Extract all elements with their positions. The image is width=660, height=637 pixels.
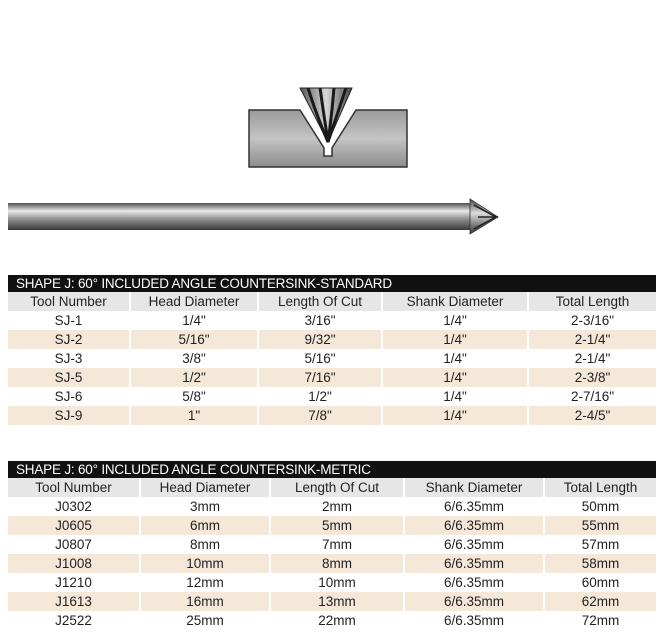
table-cell: 5/16" bbox=[258, 349, 382, 368]
table-cell: J0302 bbox=[8, 497, 140, 516]
table-cell: 13mm bbox=[270, 592, 404, 611]
table-row bbox=[8, 387, 656, 406]
table-cell: 1" bbox=[130, 406, 258, 425]
table-cell: 1/4" bbox=[382, 311, 528, 330]
table-cell: SJ-6 bbox=[8, 387, 130, 406]
column-header: Tool Number bbox=[8, 292, 130, 311]
standard-header-row bbox=[8, 292, 656, 311]
table-cell: SJ-5 bbox=[8, 368, 130, 387]
table-cell: 10mm bbox=[270, 573, 404, 592]
table-cell: 5/16" bbox=[130, 330, 258, 349]
table-cell: 2-1/4" bbox=[528, 349, 656, 368]
table-cell: 57mm bbox=[544, 535, 656, 554]
table-cell: 3mm bbox=[140, 497, 270, 516]
column-header: Total Length bbox=[528, 292, 656, 311]
table-cell: 5/8" bbox=[130, 387, 258, 406]
table-cell: J1008 bbox=[8, 554, 140, 573]
table-row bbox=[8, 573, 656, 592]
metric-header-row bbox=[8, 478, 656, 497]
table-row bbox=[8, 592, 656, 611]
standard-spec-table bbox=[8, 275, 656, 425]
table-cell: SJ-3 bbox=[8, 349, 130, 368]
table-cell: SJ-1 bbox=[8, 311, 130, 330]
column-header: Length Of Cut bbox=[270, 478, 404, 497]
table-row bbox=[8, 554, 656, 573]
table-cell: 1/4" bbox=[382, 330, 528, 349]
table-cell: 25mm bbox=[140, 611, 270, 630]
table-cell: 6/6.35mm bbox=[404, 573, 544, 592]
table-cell: 1/2" bbox=[130, 368, 258, 387]
column-header: Shank Diameter bbox=[404, 478, 544, 497]
countersink-cut-diagram bbox=[246, 86, 410, 168]
table-cell: 7mm bbox=[270, 535, 404, 554]
table-cell: 5mm bbox=[270, 516, 404, 535]
table-cell: J1210 bbox=[8, 573, 140, 592]
table-cell: 1/4" bbox=[382, 368, 528, 387]
table-cell: J0807 bbox=[8, 535, 140, 554]
table-cell: 1/4" bbox=[130, 311, 258, 330]
table-cell: 6/6.35mm bbox=[404, 497, 544, 516]
table-row bbox=[8, 611, 656, 630]
table-cell: SJ-9 bbox=[8, 406, 130, 425]
table-row bbox=[8, 535, 656, 554]
table-cell: 3/16" bbox=[258, 311, 382, 330]
table-row bbox=[8, 406, 656, 425]
table-cell: 16mm bbox=[140, 592, 270, 611]
table-cell: 2mm bbox=[270, 497, 404, 516]
table-cell: 2-3/8" bbox=[528, 368, 656, 387]
table-row bbox=[8, 368, 656, 387]
table-row bbox=[8, 330, 656, 349]
table-cell: 1/4" bbox=[382, 349, 528, 368]
table-cell: 9/32" bbox=[258, 330, 382, 349]
table-cell: 2-1/4" bbox=[528, 330, 656, 349]
table-cell: J0605 bbox=[8, 516, 140, 535]
table-cell: 6/6.35mm bbox=[404, 592, 544, 611]
table-cell: 7/16" bbox=[258, 368, 382, 387]
table-cell: SJ-2 bbox=[8, 330, 130, 349]
countersink-bur-illustration bbox=[8, 193, 500, 239]
table-cell: 50mm bbox=[544, 497, 656, 516]
table-cell: 1/2" bbox=[258, 387, 382, 406]
table-cell: 1/4" bbox=[382, 387, 528, 406]
standard-table-title: SHAPE J: 60° INCLUDED ANGLE COUNTERSINK-STANDARD bbox=[8, 275, 656, 292]
table-cell: 8mm bbox=[140, 535, 270, 554]
table-cell: 2-7/16" bbox=[528, 387, 656, 406]
table-cell: 6/6.35mm bbox=[404, 611, 544, 630]
table-cell: J1613 bbox=[8, 592, 140, 611]
table-cell: 55mm bbox=[544, 516, 656, 535]
table-cell: 1/4" bbox=[382, 406, 528, 425]
metric-table-title: SHAPE J: 60° INCLUDED ANGLE COUNTERSINK-METRIC bbox=[8, 461, 656, 478]
table-cell: 12mm bbox=[140, 573, 270, 592]
table-row bbox=[8, 497, 656, 516]
metric-spec-table bbox=[8, 461, 656, 630]
table-cell: 6/6.35mm bbox=[404, 554, 544, 573]
column-header: Total Length bbox=[544, 478, 656, 497]
table-cell: 3/8" bbox=[130, 349, 258, 368]
table-cell: 7/8" bbox=[258, 406, 382, 425]
table-cell: 6/6.35mm bbox=[404, 535, 544, 554]
column-header: Shank Diameter bbox=[382, 292, 528, 311]
table-cell: 58mm bbox=[544, 554, 656, 573]
column-header: Length Of Cut bbox=[258, 292, 382, 311]
table-cell: 10mm bbox=[140, 554, 270, 573]
table-row bbox=[8, 349, 656, 368]
column-header: Head Diameter bbox=[130, 292, 258, 311]
column-header: Head Diameter bbox=[140, 478, 270, 497]
table-cell: 62mm bbox=[544, 592, 656, 611]
column-header: Tool Number bbox=[8, 478, 140, 497]
table-cell: 22mm bbox=[270, 611, 404, 630]
table-cell: 2-4/5" bbox=[528, 406, 656, 425]
table-cell: 6/6.35mm bbox=[404, 516, 544, 535]
table-row bbox=[8, 516, 656, 535]
table-cell: 72mm bbox=[544, 611, 656, 630]
table-row bbox=[8, 311, 656, 330]
table-cell: 6mm bbox=[140, 516, 270, 535]
table-cell: 60mm bbox=[544, 573, 656, 592]
table-cell: J2522 bbox=[8, 611, 140, 630]
table-cell: 8mm bbox=[270, 554, 404, 573]
table-cell: 2-3/16" bbox=[528, 311, 656, 330]
